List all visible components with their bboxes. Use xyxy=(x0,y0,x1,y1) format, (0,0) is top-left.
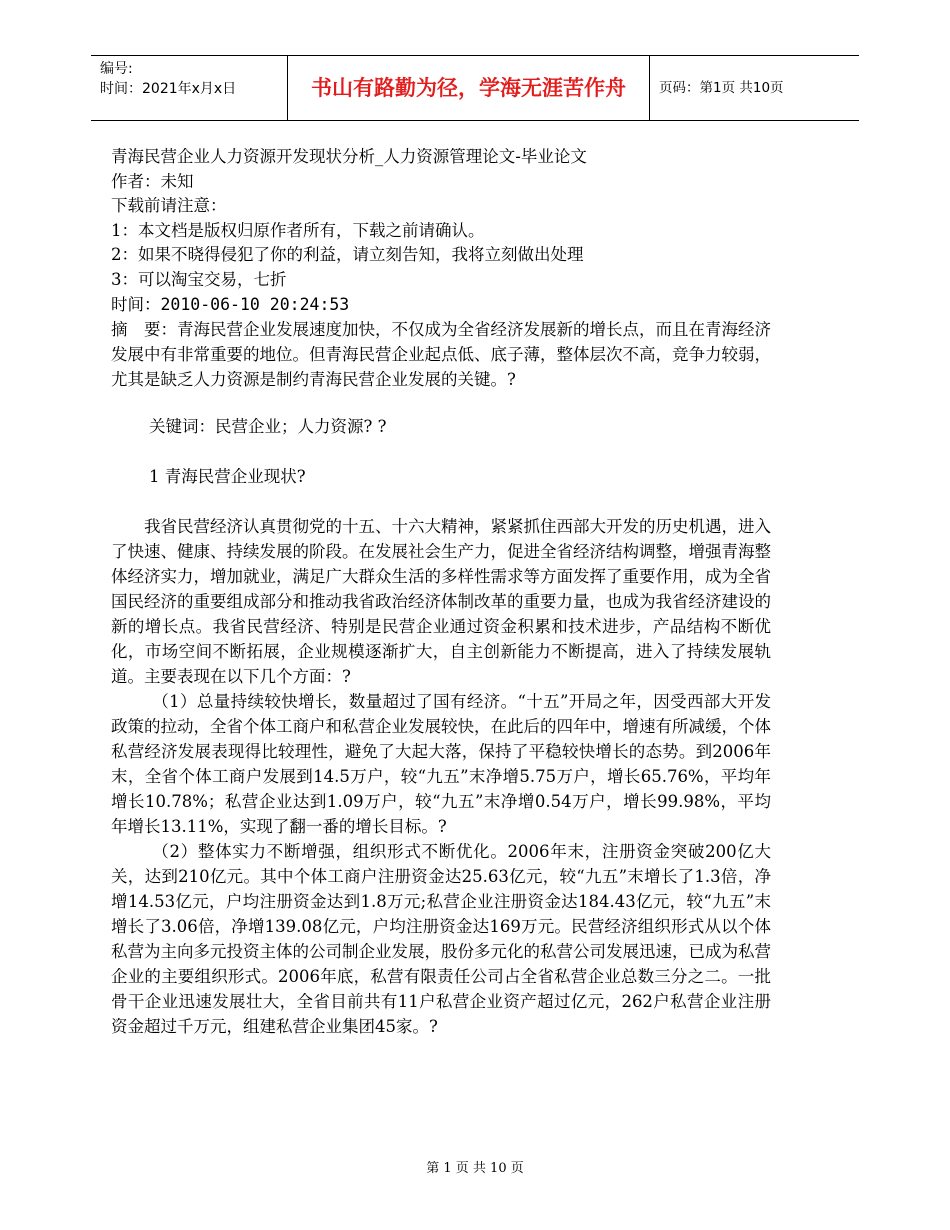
spacer xyxy=(111,489,771,514)
header-meta-cell xyxy=(91,56,287,120)
body-paragraph: 我省民营经济认真贯彻党的十五、十六大精神，紧紧抓住西部大开发的历史机遇，进入了快速、健康、持续发展的阶段。在发展社会生产力，促进全省经济结构调整，增强青海整体经济实力，增加就业，满足广大群众生活的多样性需求等方面发挥了重要作用，成为全省国民经济的重要组成部分和推动我省政治经济体制改革的重要力量，也成为我省经济建设的新的增长点。我省民营经济、特别是民营企业通过资金积累和技术进步，产品结构不断优化，市场空间不断拓展，企业规模逐渐扩大，自主创新能力不断提高，进入了持续发展轨道。主要表现在以下几个方面：? xyxy=(111,517,771,687)
section-heading: 1 青海民营企业现状? xyxy=(149,467,306,487)
page-footer: 第 1 页 共 10 页 xyxy=(426,1161,524,1176)
notice-item: 1：本文档是版权归原作者所有，下载之前请确认。 xyxy=(111,220,485,240)
header-page-cell xyxy=(650,56,859,120)
page-info: 页码：第1页 共10页 xyxy=(659,80,784,96)
notice-item: 3：可以淘宝交易，七折 xyxy=(111,269,287,289)
document-body xyxy=(111,145,771,1039)
abstract: 摘 要：青海民营企业发展速度加快，不仅成为全省经济发展新的增长点，而且在青海经济发展中有非常重要的地位。但青海民营企业起点低、底子薄，整体层次不高，竞争力较弱，尤其是缺乏人力资源是制约青海民营企业发展的关键。? xyxy=(111,320,771,390)
document-author: 作者：未知 xyxy=(111,171,194,191)
body-paragraph: （1）总量持续较快增长，数量超过了国有经济。“十五”开局之年，因受西部大开发政策的拉动，全省个体工商户和私营企业发展较快，在此后的四年中，增速有所减缓，个体私营经济发展表现得比较理性，避免了大起大落，保持了平稳较快增长的态势。到2006年末，全省个体工商户发展到14.5万户，较“九五”末净增5.75万户，增长65.76%，平均年增长10.78%；私营企业达到1.09万户，较“九五”末净增0.54万户，增长99.98%，平均年增长13.11%，实现了翻一番的增长目标。? xyxy=(111,692,771,837)
body-paragraph: （2）整体实力不断增强，组织形式不断优化。2006年末，注册资金突破200亿大关，达到210亿元。其中个体工商户注册资金达25.63亿元，较“九五”末增长了1.3倍，净增14.53亿元，户均注册资金达到1.8万元;私营企业注册资金达184.43亿元，较“九五”末增长了3.06倍，净增139.08亿元，户均注册资金达169万元。民营经济组织形式从以个体私营为主向多元投资主体的公司制企业发展，股份多元化的私营公司发展迅速，已成为私营企业的主要组织形式。2006年底，私营有限责任公司占全省私营企业总数三分之二。一批骨干企业迅速发展壮大，全省目前共有11户私营企业资产超过亿元，262户私营企业注册资金超过千万元，组建私营企业集团45家。? xyxy=(111,842,771,1037)
notice-heading: 下载前请注意： xyxy=(111,196,227,216)
header-motto-cell xyxy=(287,56,650,120)
document-title: 青海民营企业人力资源开发现状分析_人力资源管理论文-毕业论文 xyxy=(111,147,587,166)
document-time: 时间：2010-06-10 20:24:53 xyxy=(111,294,350,314)
keywords: 关键词：民营企业；人力资源? ? xyxy=(149,417,387,437)
time-label: 时间：2021年x月x日 xyxy=(100,81,237,97)
motto: 书山有路勤为径，学海无涯苦作舟 xyxy=(311,76,626,100)
notice-item: 2：如果不晓得侵犯了你的利益，请立刻告知，我将立刻做出处理 xyxy=(111,245,584,265)
page-header xyxy=(91,55,859,121)
serial-label: 编号: xyxy=(100,61,133,77)
